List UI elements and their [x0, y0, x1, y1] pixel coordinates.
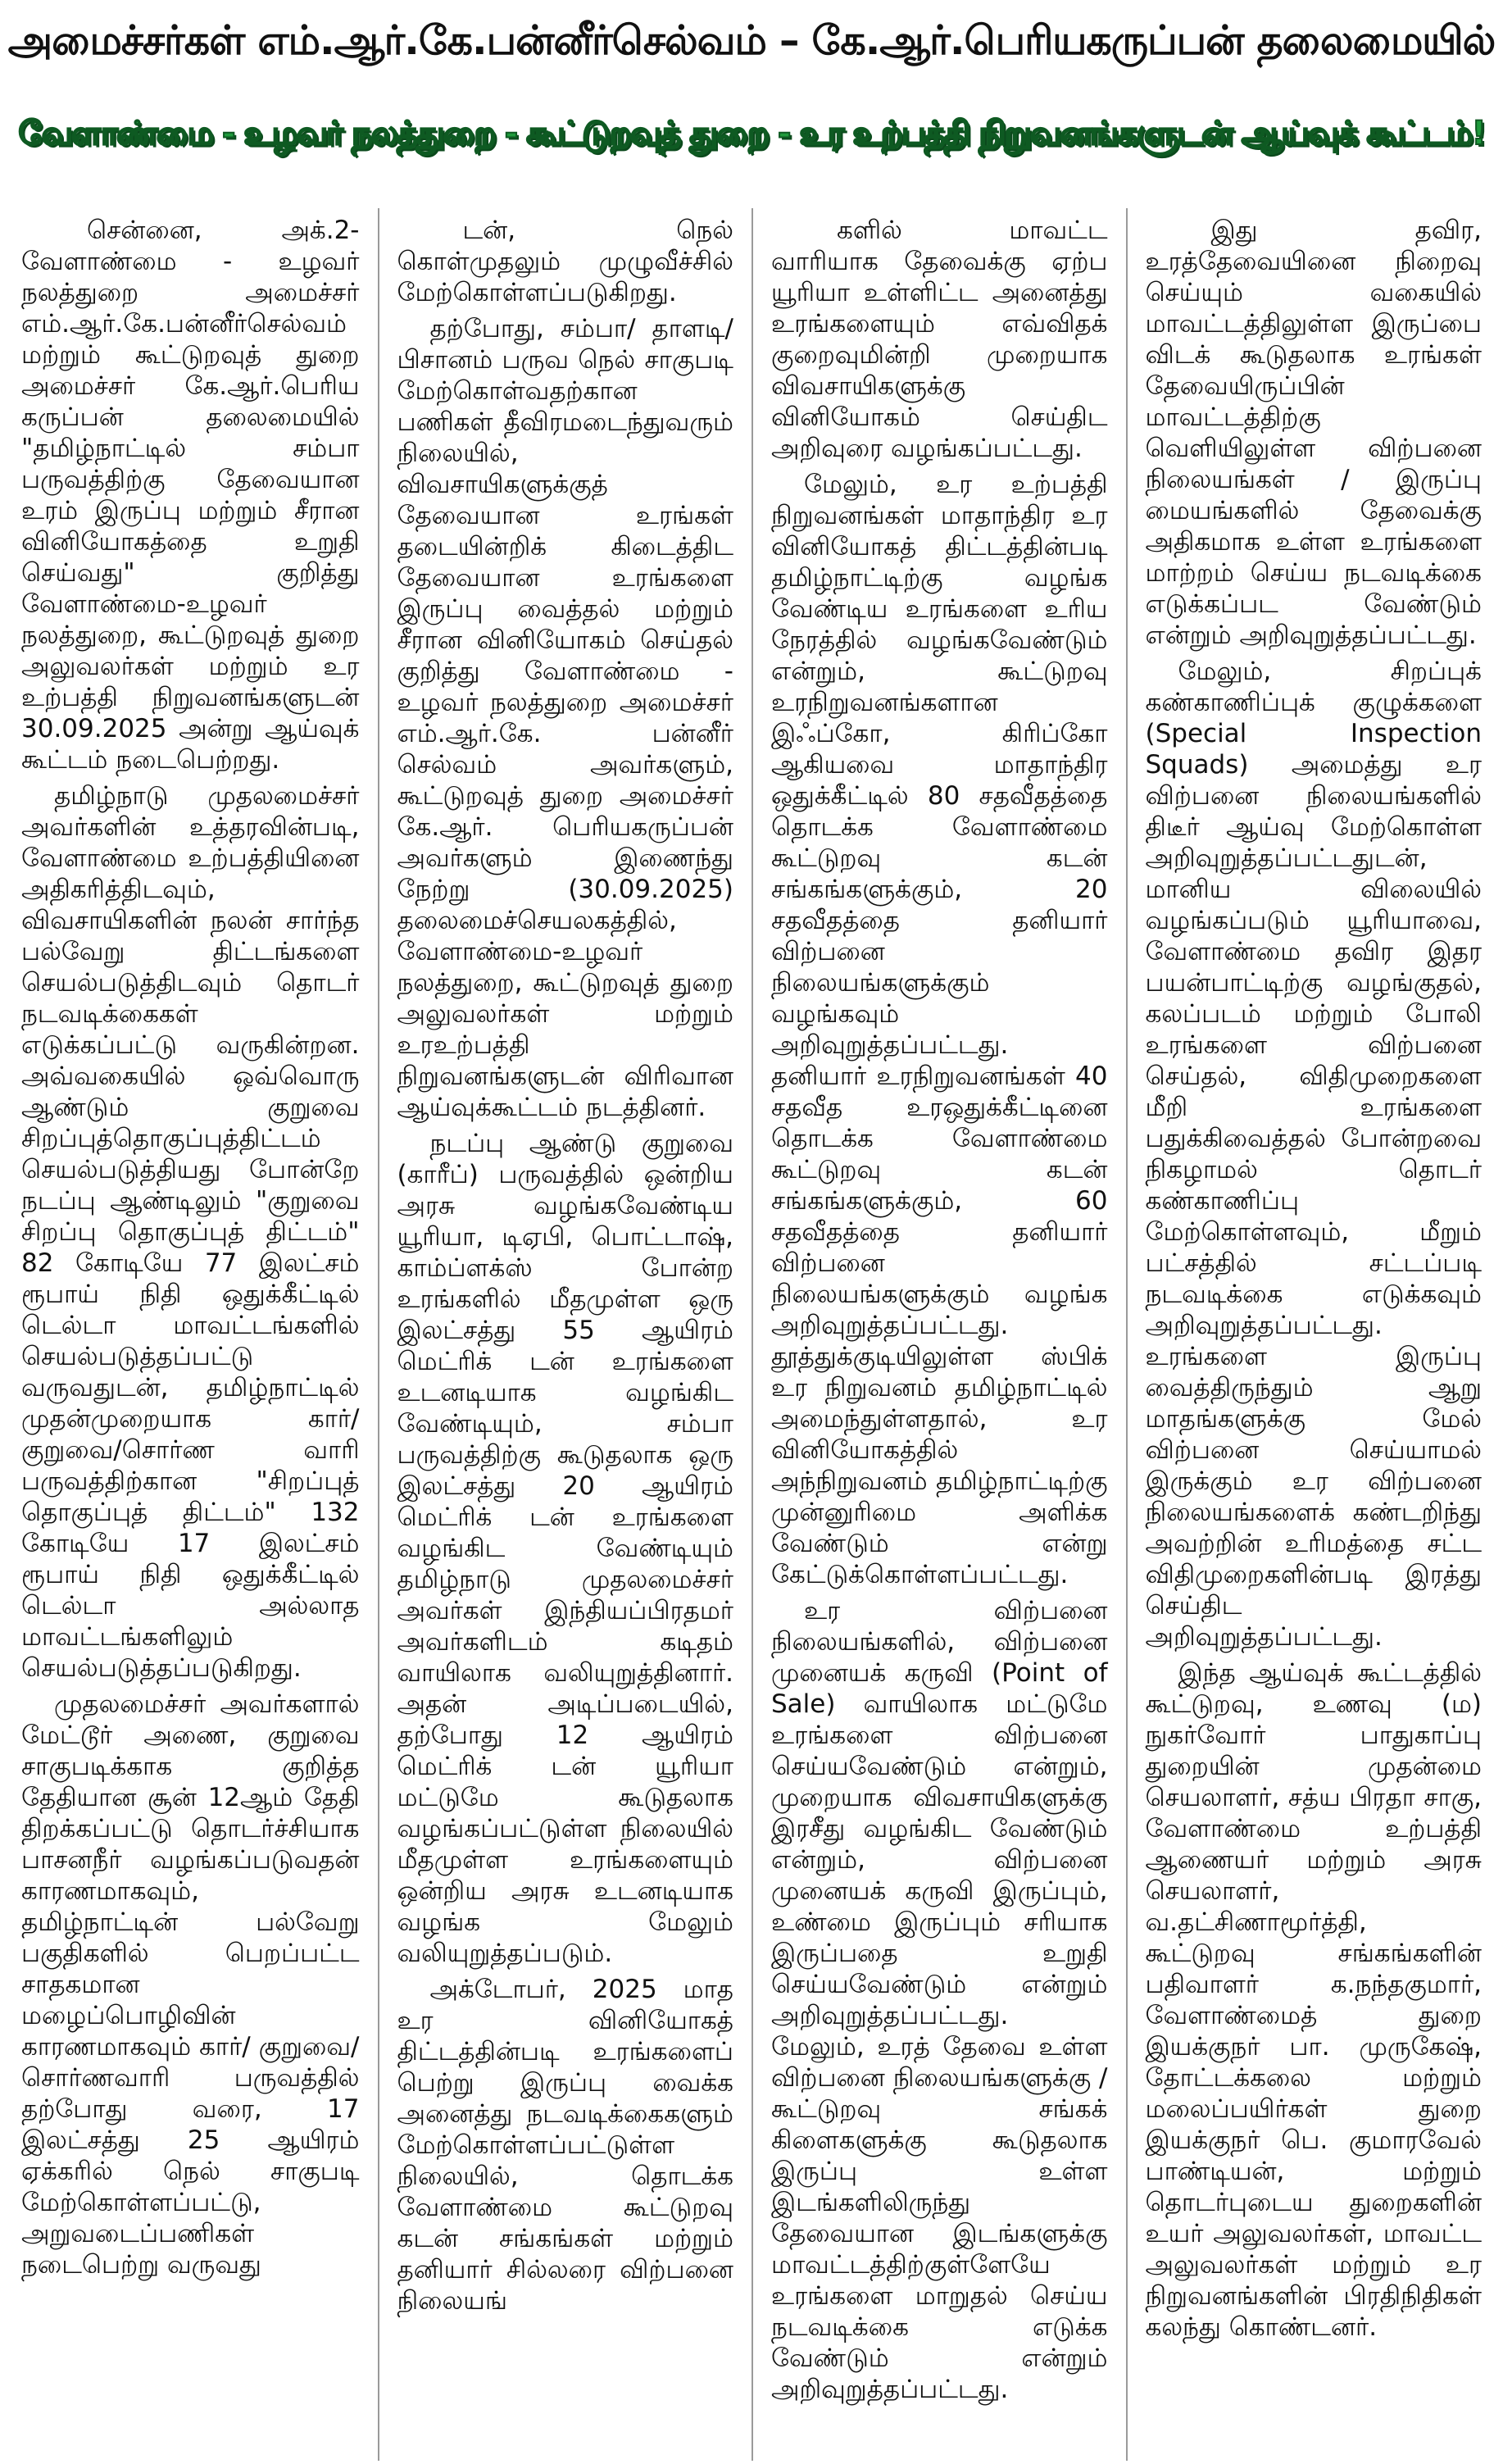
main-headline: வேளாண்மை - உழவர் நலத்துறை - கூட்டுறவுத் துறை - உர உற்பத்தி நிறுவனங்களுடன் ஆய்வுக் கூட்டம்! [18, 115, 1485, 152]
article-paragraph: முதலமைச்சர் அவர்களால் மேட்டூர் அணை, குறுவை சாகுபடிக்காக குறித்த தேதியான சூன் 12ஆம் தேதி திறக்கப்பட்டு தொடர்ச்சியாக பாசனநீர் வழங்கப்படுவதன் காரணமாகவும், தமிழ்நாட்டின் பல்வேறு பகுதிகளில் பெறப்பட்ட சாதகமான மழைப்பொழிவின் காரணமாகவும் கார்/ குறுவை/ சொர்ணவாரி பருவத்தில் தற்போது வரை, 17 இலட்சத்து 25 ஆயிரம் ஏக்கரில் நெல் சாகுபடி மேற்கொள்ளப்பட்டு, அறுவடைப்பணிகள் நடைபெற்று வருவது [21, 1689, 360, 2280]
article-paragraph: டன், நெல் கொள்முதலும் முழுவீச்சில் மேற்கொள்ளப்படுகிறது. [397, 216, 733, 307]
article-column-3 [752, 208, 1126, 2461]
article-paragraph: தற்போது, சம்பா/ தாளடி/பிசானம் பருவ நெல் சாகுபடி மேற்கொள்வதற்கான பணிகள் தீவிரமடைந்துவரும் நிலையில், விவசாயிகளுக்குத் தேவையான உரங்கள் தடையின்றிக் கிடைத்திட தேவையான உரங்களை இருப்பு வைத்தல் மற்றும் சீரான வினியோகம் செய்தல் குறித்து வேளாண்மை - உழவர் நலத்துறை அமைச்சர் எம்.ஆர்.கே. பன்னீர் செல்வம் அவர்களும், கூட்டுறவுத் துறை அமைச்சர் கே.ஆர். பெரியகருப்பன் அவர்களும் இணைந்து நேற்று (30.09.2025) தலைமைச்செயலகத்தில், வேளாண்மை-உழவர் நலத்துறை, கூட்டுறவுத் துறை அலுவலர்கள் மற்றும் உரஉற்பத்தி நிறுவனங்களுடன் விரிவான ஆய்வுக்கூட்டம் நடத்தினர். [397, 314, 733, 1122]
article-paragraph: இது தவிர, உரத்தேவையினை நிறைவு செய்யும் வகையில் மாவட்டத்திலுள்ள இருப்பை விடக் கூடுதலாக உரங்கள் தேவையிருப்பின் மாவட்டத்திற்கு வெளியிலுள்ள விற்பனை நிலையங்கள் / இருப்பு மையங்களில் தேவைக்கு அதிகமாக உள்ள உரங்களை மாற்றம் செய்ய நடவடிக்கை எடுக்கப்பட வேண்டும் என்றும் அறிவுறுத்தப்பட்டது. [1145, 216, 1482, 650]
article-paragraph: மேலும், சிறப்புக் கண்காணிப்புக் குழுக்களை (Special Inspection Squads) அமைத்து உர விற்பனை நிலையங்களில் திடீர் ஆய்வு மேற்கொள்ள அறிவுறுத்தப்பட்டதுடன், மானிய விலையில் வழங்கப்படும் யூரியாவை, வேளாண்மை தவிர இதர பயன்பாட்டிற்கு வழங்குதல், கலப்படம் மற்றும் போலி உரங்களை விற்பனை செய்தல், விதிமுறைகளை மீறி உரங்களை பதுக்கிவைத்தல் போன்றவை நிகழாமல் தொடர் கண்காணிப்பு மேற்கொள்ளவும், மீறும் பட்சத்தில் சட்டப்படி நடவடிக்கை எடுக்கவும் அறிவுறுத்தப்பட்டது. உரங்களை இருப்பு வைத்திருந்தும் ஆறு மாதங்களுக்கு மேல் விற்பனை செய்யாமல் இருக்கும் உர விற்பனை நிலையங்களைக் கண்டறிந்து அவற்றின் உரிமத்தை சட்ட விதிமுறைகளின்படி இரத்து செய்திட அறிவுறுத்தப்பட்டது. [1145, 657, 1482, 1652]
article-column-2 [378, 208, 752, 2461]
article-paragraph: நடப்பு ஆண்டு குறுவை (காரீப்) பருவத்தில் ஒன்றிய அரசு வழங்கவேண்டிய யூரியா, டிஏபி, பொட்டாஷ், காம்ப்ளக்ஸ் போன்ற உரங்களில் மீதமுள்ள ஒரு இலட்சத்து 55 ஆயிரம் மெட்ரிக் டன் உரங்களை உடனடியாக வழங்கிட வேண்டியும், சம்பா பருவத்திற்கு கூடுதலாக ஒரு இலட்சத்து 20 ஆயிரம் மெட்ரிக் டன் உரங்களை வழங்கிட வேண்டியும் தமிழ்நாடு முதலமைச்சர் அவர்கள் இந்தியப்பிரதமர் அவர்களிடம் கடிதம் வாயிலாக வலியுறுத்தினார். அதன் அடிப்படையில், தற்போது 12 ஆயிரம் மெட்ரிக் டன் யூரியா மட்டுமே கூடுதலாக வழங்கப்பட்டுள்ள நிலையில் மீதமுள்ள உரங்களையும் ஒன்றிய அரசு உடனடியாக வழங்க மேலும் வலியுறுத்தப்படும். [397, 1129, 733, 1968]
article-column-1 [3, 208, 378, 2461]
article-paragraph: அக்டோபர், 2025 மாத உர வினியோகத் திட்டத்தின்படி உரங்களைப் பெற்று இருப்பு வைக்க அனைத்து நடவடிக்கைகளும் மேற்கொள்ளப்பட்டுள்ள நிலையில், தொடக்க வேளாண்மை கூட்டுறவு கடன் சங்கங்கள் மற்றும் தனியார் சில்லரை விற்பனை நிலையங் [397, 1975, 733, 2316]
kicker-headline: அமைச்சர்கள் எம்.ஆர்.கே.பன்னீர்செல்வம் – கே.ஆர்.பெரியகருப்பன் தலைமையில் [7, 17, 1496, 64]
article-paragraph: மேலும், உர உற்பத்தி நிறுவனங்கள் மாதாந்திர உர வினியோகத் திட்டத்தின்படி தமிழ்நாட்டிற்கு வழங்க வேண்டிய உரங்களை உரிய நேரத்தில் வழங்கவேண்டும் என்றும், கூட்டுறவு உரநிறுவனங்களான இஃப்கோ, கிரிப்கோ ஆகியவை மாதாந்திர ஒதுக்கீட்டில் 80 சதவீதத்தை தொடக்க வேளாண்மை கூட்டுறவு கடன் சங்கங்களுக்கும், 20 சதவீதத்தை தனியார் விற்பனை நிலையங்களுக்கும் வழங்கவும் அறிவுறுத்தப்பட்டது. தனியார் உரநிறுவனங்கள் 40 சதவீத உரஒதுக்கீட்டினை தொடக்க வேளாண்மை கூட்டுறவு கடன் சங்கங்களுக்கும், 60 சதவீதத்தை தனியார் விற்பனை நிலையங்களுக்கும் வழங்க அறிவுறுத்தப்பட்டது. தூத்துக்குடியிலுள்ள ஸ்பிக் உர நிறுவனம் தமிழ்நாட்டில் அமைந்துள்ளதால், உர வினியோகத்தில் அந்நிறுவனம் தமிழ்நாட்டிற்கு முன்னுரிமை அளிக்க வேண்டும் என்று கேட்டுக்கொள்ளப்பட்டது. [771, 470, 1108, 1589]
article-paragraph: உர விற்பனை நிலையங்களில், விற்பனை முனையக் கருவி (Point of Sale) வாயிலாக மட்டுமே உரங்களை விற்பனை செய்யவேண்டும் என்றும், முறையாக விவசாயிகளுக்கு இரசீது வழங்கிட வேண்டும் என்றும், விற்பனை முனையக் கருவி இருப்பும், உண்மை இருப்பும் சரியாக இருப்பதை உறுதி செய்யவேண்டும் என்றும் அறிவுறுத்தப்பட்டது. மேலும், உரத் தேவை உள்ள விற்பனை நிலையங்களுக்கு / கூட்டுறவு சங்கக் கிளைகளுக்கு கூடுதலாக இருப்பு உள்ள இடங்களிலிருந்து தேவையான இடங்களுக்கு மாவட்டத்திற்குள்ளேயே உரங்களை மாறுதல் செய்ய நடவடிக்கை எடுக்க வேண்டும் என்றும் அறிவுறுத்தப்பட்டது. [771, 1596, 1108, 2404]
article-paragraph: தமிழ்நாடு முதலமைச்சர் அவர்களின் உத்தரவின்படி, வேளாண்மை உற்பத்தியினை அதிகரித்திடவும், விவசாயிகளின் நலன் சார்ந்த பல்வேறு திட்டங்களை செயல்படுத்திடவும் தொடர் நடவடிக்கைகள் எடுக்கப்பட்டு வருகின்றன. அவ்வகையில் ஒவ்வொரு ஆண்டும் குறுவை சிறப்புத்தொகுப்புத்திட்டம் செயல்படுத்தியது போன்றே நடப்பு ஆண்டிலும் "குறுவை சிறப்பு தொகுப்புத் திட்டம்" 82 கோடியே 77 இலட்சம் ரூபாய் நிதி ஒதுக்கீட்டில் டெல்டா மாவட்டங்களில் செயல்படுத்தப்பட்டு வருவதுடன், தமிழ்நாட்டில் முதன்முறையாக கார்/ குறுவை/சொர்ண வாரி பருவத்திற்கான "சிறப்புத் தொகுப்புத் திட்டம்" 132 கோடியே 17 இலட்சம் ரூபாய் நிதி ஒதுக்கீட்டில் டெல்டா அல்லாத மாவட்டங்களிலும் செயல்படுத்தப்படுகிறது. [21, 781, 360, 1683]
article-paragraph: இந்த ஆய்வுக் கூட்டத்தில் கூட்டுறவு, உணவு (ம) நுகர்வோர் பாதுகாப்பு துறையின் முதன்மை செயலாளர், சத்ய பிரதா சாகு, வேளாண்மை உற்பத்தி ஆணையர் மற்றும் அரசு செயலாளர், வ.தட்சிணாமூர்த்தி, கூட்டுறவு சங்கங்களின் பதிவாளர் க.நந்தகுமார், வேளாண்மைத் துறை இயக்குநர் பா. முருகேஷ், தோட்டக்கலை மற்றும் மலைப்பயிர்கள் துறை இயக்குநர் பெ. குமாரவேல் பாண்டியன், மற்றும் தொடர்புடைய துறைகளின் உயர் அலுவலர்கள், மாவட்ட அலுவலர்கள் மற்றும் உர நிறுவனங்களின் பிரதிநிதிகள் கலந்து கொண்டனர். [1145, 1658, 1482, 2342]
article-paragraph: சென்னை, அக்.2- வேளாண்மை - உழவர் நலத்துறை அமைச்சர் எம்.ஆர்.கே.பன்னீர்செல்வம் மற்றும் கூட்டுறவுத் துறை அமைச்சர் கே.ஆர்.பெரிய கருப்பன் தலைமையில் "தமிழ்நாட்டில் சம்பா பருவத்திற்கு தேவையான உரம் இருப்பு மற்றும் சீரான வினியோகத்தை உறுதி செய்வது" குறித்து வேளாண்மை-உழவர் நலத்துறை, கூட்டுறவுத் துறை அலுவலர்கள் மற்றும் உர உற்பத்தி நிறுவனங்களுடன் 30.09.2025 அன்று ஆய்வுக் கூட்டம் நடைபெற்றது. [21, 216, 360, 775]
article-column-4 [1126, 208, 1501, 2461]
article-paragraph: களில் மாவட்ட வாரியாக தேவைக்கு ஏற்ப யூரியா உள்ளிட்ட அனைத்து உரங்களையும் எவ்விதக் குறைவுமின்றி முறையாக விவசாயிகளுக்கு வினியோகம் செய்திட அறிவுரை வழங்கப்பட்டது. [771, 216, 1108, 463]
article-columns [3, 208, 1500, 2461]
